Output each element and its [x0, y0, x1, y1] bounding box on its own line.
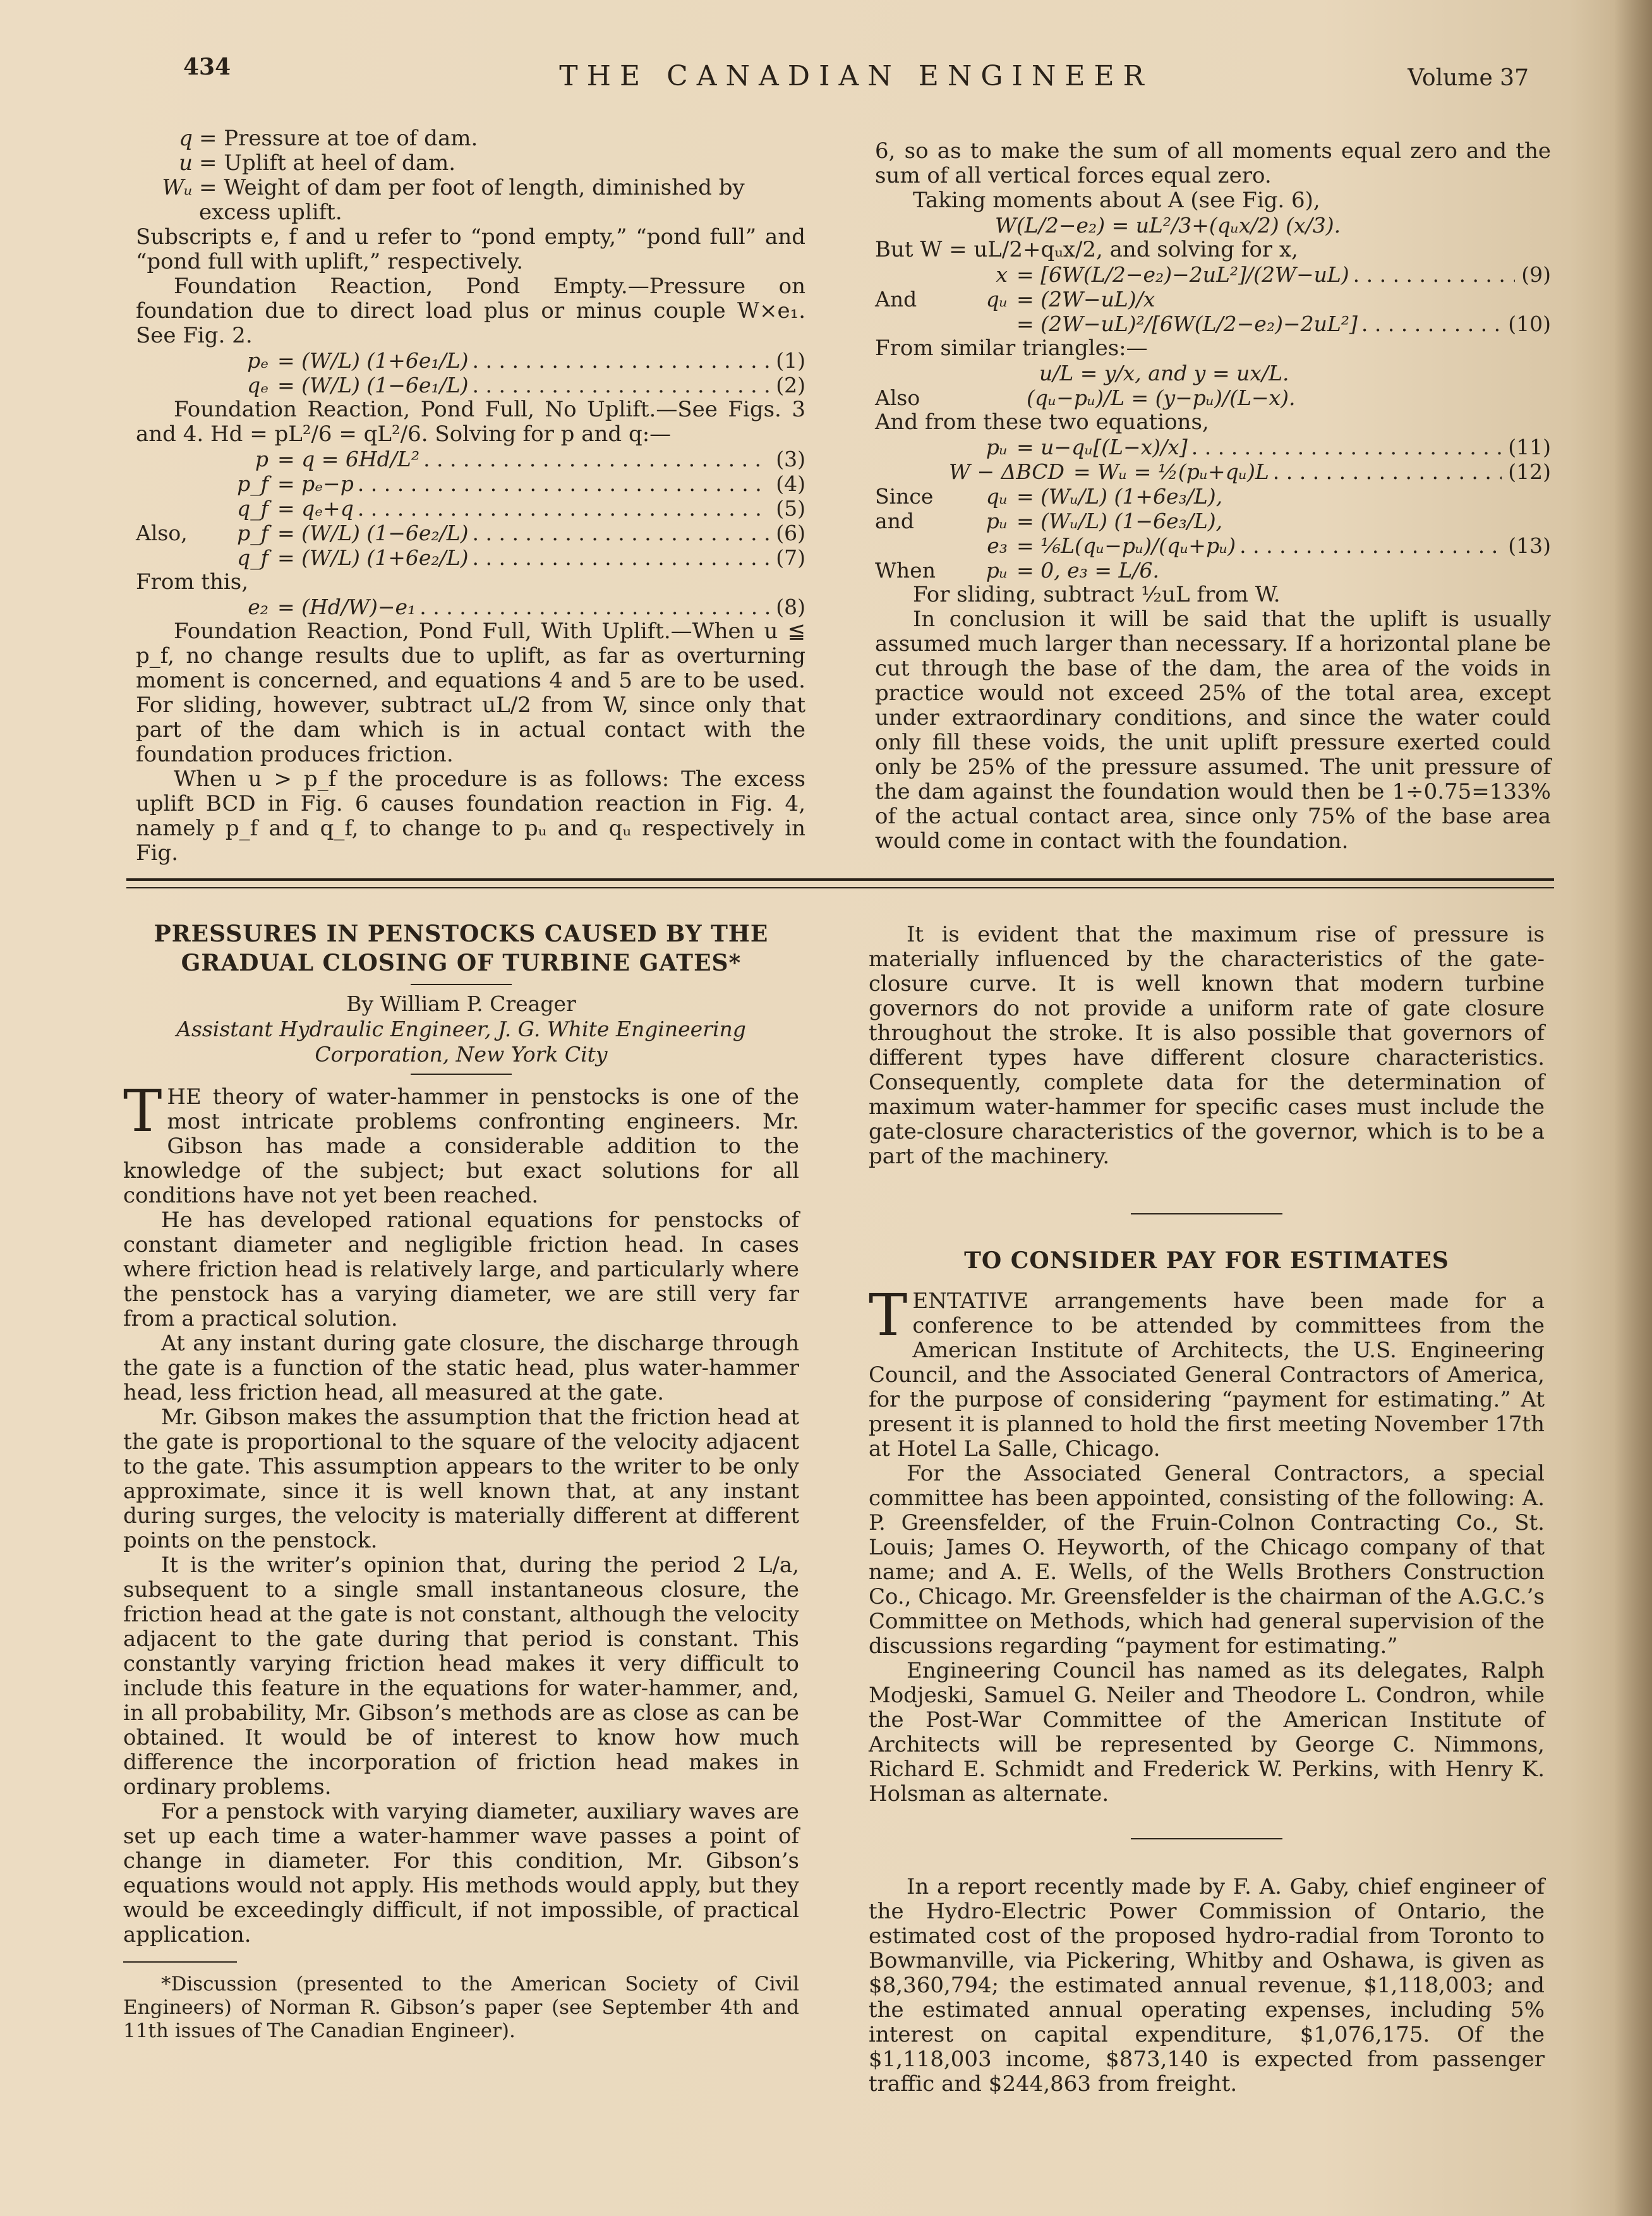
lower-right-column	[869, 923, 1545, 2097]
equation-rhs: = (W/L) (1+6e₁/L)	[277, 348, 469, 373]
byline-rule	[411, 1074, 512, 1075]
equation-lhs: p_f	[237, 521, 268, 545]
paragraph: 6, so as to make the sum of all moments equal zero and the sum of all vertical forces equal zero.	[875, 138, 1551, 188]
equation-lhs: q_f	[237, 545, 268, 570]
equation-number: (1)	[776, 348, 805, 373]
equation-rhs: = [6W(L/2−e₂)−2uL²]/(2W−uL)	[1016, 262, 1349, 287]
running-header	[183, 54, 1529, 98]
article-title: TO CONSIDER PAY FOR ESTIMATES	[964, 1247, 1449, 1274]
equation-1	[136, 348, 805, 373]
equation-rhs: = Wᵤ = ½(pᵤ+qᵤ)L	[1073, 459, 1269, 484]
article-title-line: PRESSURES IN PENSTOCKS CAUSED BY THE	[154, 921, 769, 947]
paragraph: At any instant during gate closure, the discharge through the gate is a function of the static head, plus water-hammer head, less friction head, all measured at the gate.	[123, 1331, 799, 1405]
definition-text: = Uplift at heel of dam.	[199, 150, 456, 176]
equation-rhs: = (Hd/W)−e₁	[277, 595, 416, 619]
equation-lhs: W − ΔBCD	[949, 459, 1064, 484]
drop-cap: T	[123, 1077, 162, 1145]
title-rule	[411, 984, 512, 985]
article-penstocks	[123, 919, 799, 2043]
equation-11	[875, 435, 1551, 459]
equation-number: (7)	[776, 545, 805, 570]
definition-row	[136, 151, 805, 176]
paragraph: From this,	[136, 569, 249, 595]
paragraph: Engineering Council has named as its delegates, Ralph Modjeski, Samuel G. Neiler and Theodore L. Condron, while the Post-War Committee of the American Institute of Architects will be represented by George C. Nimmons, Richard E. Schmidt and Frederick W. Perkins, with Henry K. Holsman as alternate.	[869, 1658, 1545, 1807]
equation-number: (8)	[776, 595, 805, 619]
paragraph: It is evident that the maximum rise of pressure is materially influenced by the characteristics of the gate-closure curve. It is well known that modern turbine governors do not provide a uniform rate of gate closure throughout the stroke. It is also possible that governors of different types have different closure characteristics. Consequently, complete data for the determination of maximum water-hammer for specific cases must include the gate-closure characteristics of the governor, which is to be a part of the machinery.	[869, 922, 1545, 1169]
top-right-column	[875, 139, 1551, 854]
equation-12	[875, 459, 1551, 484]
affiliation-line: Corporation, New York City	[315, 1042, 608, 1067]
equation-also	[875, 385, 1551, 410]
equation-prefix: and	[875, 509, 915, 533]
paragraph-text: HE theory of water-hammer in penstocks is one of the most intricate problems confronting engineers. Mr. Gibson has made a considerable addition to the knowledge of the subject; but exact solutions for all conditions have not yet been reached.	[123, 1084, 799, 1208]
equation-prefix: When	[875, 558, 936, 583]
equation-lhs: e₂	[248, 595, 268, 619]
equation-prefix: Since	[875, 484, 934, 509]
paragraph-text: ENTATIVE arrangements have been made for a conference to be attended by committees from the American Institute of Architects, the U.S. Engineering Council, and the Associated General Contractors of America, for the purpose of considering “payment for estimating.” At present it is planned to hold the first meeting November 17th at Hotel La Salle, Chicago.	[869, 1288, 1545, 1462]
equation-moments: W(L/2−e₂) = uL²/3+(qᵤx/2) (x/3).	[995, 213, 1341, 238]
paragraph: For a penstock with varying diameter, auxiliary waves are set up each time a water-hammer wave passes a point of change in diameter. For this condition, Mr. Gibson’s equations would not apply. His methods would apply, but they would be exceedingly difficult, if not impossible, of practical application.	[123, 1799, 799, 1947]
equation-lhs: x	[996, 262, 1008, 287]
equation-lhs: pᵤ	[986, 558, 1008, 583]
equation-2	[136, 373, 805, 397]
equation-number: (10)	[1508, 312, 1551, 336]
equation-3	[136, 447, 805, 471]
symbol-definitions	[136, 126, 805, 225]
paragraph: Foundation Reaction, Pond Empty.—Pressure on foundation due to direct load plus or minus couple W×e₁. See Fig. 2.	[136, 274, 805, 348]
equation-number: (9)	[1521, 262, 1551, 287]
paragraph: For the Associated General Contractors, a special committee has been appointed, consisting of the following: A. P. Greensfelder, of the Fruin-Colnon Contracting Co., St. Louis; James O. Heyworth, of the Chicago company of that name; and A. E. Wells, of the Wells Brothers Construction Co., Chicago. Mr. Greensfelder is the chairman of the A.G.C.’s Committee on Methods, which had general supervision of the discussions regarding “payment for estimating.”	[869, 1461, 1545, 1659]
equation-lhs: qₑ	[247, 373, 268, 397]
equation-rhs: = (2W−uL)²/[6W(L/2−e₂)−2uL²]	[1016, 312, 1358, 336]
equation-rhs: = ⅙L(qᵤ−pᵤ)/(qᵤ+pᵤ)	[1016, 533, 1236, 558]
equation-rhs: = 0, e₃ = L/6.	[1016, 558, 1160, 583]
equation-10a	[875, 287, 1551, 312]
section-divider	[126, 878, 1554, 888]
equation-9	[875, 262, 1551, 287]
equation-prefix: Also,	[136, 521, 188, 545]
definition-row	[136, 176, 805, 225]
drop-cap: T	[869, 1281, 908, 1349]
definition-text: = Pressure at toe of dam.	[199, 126, 478, 151]
equation-rhs: = (2W−uL)/x	[1016, 287, 1155, 312]
equation-number: (5)	[776, 496, 805, 521]
equation-rhs: = u−qᵤ[(L−x)/x]	[1016, 435, 1188, 459]
paragraph: Foundation Reaction, Pond Full, With Uplift.—When u ≦ p_f, no change results due to uplift, as far as overturning moment is concerned, and equations 4 and 5 are to be used. For sliding, however, subtract uL/2 from W, since only that part of the dam which is in actual contact with the foundation produces friction.	[136, 619, 805, 767]
equation-7	[136, 545, 805, 570]
equation-8	[136, 595, 805, 619]
article-separator	[1131, 1838, 1282, 1839]
definition-symbol: Wᵤ	[162, 175, 193, 200]
equation-number: (12)	[1508, 459, 1551, 484]
journal-title: THE CANADIAN ENGINEER	[559, 60, 1153, 92]
equation-rhs: = (W/L) (1−6e₁/L)	[277, 373, 469, 397]
equation-when	[875, 558, 1551, 583]
paragraph: For sliding, subtract ½uL from W.	[913, 582, 1281, 607]
paragraph: But W = uL/2+qᵤx/2, and solving for x,	[875, 237, 1298, 262]
equation-lhs: pₑ	[247, 348, 268, 373]
equation-lhs: e₃	[987, 533, 1008, 558]
equation-similar-triangles: u/L = y/x, and y = ux/L.	[1039, 361, 1289, 385]
equation-lhs: p	[255, 447, 268, 471]
paragraph: In conclusion it will be said that the uplift is usually assumed much larger than necessary. If a horizontal plane be cut through the base of the dam, the area of the voids in practice would not exceed 25% of the total area, except under extraordinary conditions, and since the water could only fill these voids, the unit uplift pressure exerted could only be 25% of the pressure assumed. The unit pressure of the dam against the foundation would then be 1÷0.75=133% of the actual contact area, since only 75% of the base area would come in contact with the foundation.	[875, 607, 1551, 854]
equation-lhs: pᵤ	[986, 435, 1008, 459]
equation-rhs: = q = 6Hd/L²	[277, 447, 420, 471]
equation-rhs: = (W/L) (1+6e₂/L)	[277, 545, 469, 570]
equation-6	[136, 521, 805, 545]
equation-lhs: qᵤ	[986, 287, 1008, 312]
definition-symbol: q	[179, 126, 193, 151]
page-number: 434	[183, 54, 231, 80]
equation-rhs: = (W/L) (1−6e₂/L)	[277, 521, 469, 545]
definition-row	[136, 126, 805, 151]
paragraph: In a report recently made by F. A. Gaby, chief engineer of the Hydro-Electric Power Commission of Ontario, the estimated cost of the proposed hydro-radial from Toronto to Bowmanville, via Pickering, Whitby and Oshawa, is given as $8,360,794; the estimated annual revenue, $1,118,003; and the estimated annual operating expenses, including 5% interest on capital expenditure, $1,076,175. Of the $1,118,003 income, $873,140 is expected from passenger traffic and $244,863 from freight.	[869, 1874, 1545, 2097]
paragraph: Mr. Gibson makes the assumption that the friction head at the gate is proportional to the square of the velocity adjacent to the gate. This assumption appears to the writer to be only approximate, since it is well known that, at any instant during surges, the velocity is materially different at different points on the penstock.	[123, 1405, 799, 1553]
article-title-line: GRADUAL CLOSING OF TURBINE GATES*	[181, 950, 742, 976]
equation-rhs: = (Wᵤ/L) (1+6e₃/L),	[1016, 484, 1223, 509]
paragraph: It is the writer’s opinion that, during the period 2 L/a, subsequent to a single small instantaneous closure, the friction head at the gate is not constant, although the velocity adjacent to the gate during that period is constant. This constantly varying friction head makes it very difficult to include this feature in the equations for water-hammer, and, in all probability, Mr. Gibson’s methods are as close as can be obtained. It would be of interest to know how much difference the incorporation of friction head makes in ordinary problems.	[123, 1553, 799, 1800]
paragraph: From similar triangles:—	[875, 336, 1148, 361]
equation-5	[136, 496, 805, 521]
equation-number: (13)	[1508, 533, 1551, 558]
paragraph: When u > p_f the procedure is as follows: The excess uplift BCD in Fig. 6 causes foundation reaction in Fig. 4, namely p_f and q_f, to change to pᵤ and qᵤ respectively in Fig.	[136, 766, 805, 866]
equation-number: (11)	[1508, 435, 1551, 459]
equation-and	[875, 509, 1551, 533]
byline: By William P. Creager	[346, 991, 576, 1016]
equation-prefix: Also	[875, 385, 920, 410]
footnote: *Discussion (presented to the American Society of Civil Engineers) of Norman R. Gibson’s paper (see September 4th and 11th issues of The Canadian Engineer).	[123, 1973, 799, 2042]
footnote-rule	[123, 1961, 237, 1963]
affiliation-line: Assistant Hydraulic Engineer, J. G. White Engineering	[176, 1017, 746, 1041]
equation-rhs: = (Wᵤ/L) (1−6e₃/L),	[1016, 509, 1223, 533]
equation-10b	[875, 312, 1551, 336]
equation-rhs: (qᵤ−pᵤ)/L = (y−pᵤ)/(L−x).	[1027, 385, 1296, 410]
book-spine-shadow	[1614, 0, 1652, 2216]
volume-label: Volume 37	[1408, 65, 1529, 91]
equation-lhs: p_f	[237, 471, 268, 496]
equation-number: (4)	[776, 471, 805, 496]
definition-symbol: u	[179, 150, 193, 176]
equation-lhs: q_f	[237, 496, 268, 521]
paragraph	[869, 1281, 1545, 1462]
equation-rhs: = qₑ+q	[277, 496, 354, 521]
equation-lhs: pᵤ	[986, 509, 1008, 533]
equation-13	[875, 533, 1551, 558]
paragraph: Subscripts e, f and u refer to “pond empty,” “pond full” and “pond full with uplift,” respectively.	[136, 224, 805, 274]
paragraph: Taking moments about A (see Fig. 6),	[913, 188, 1320, 213]
definition-text: = Weight of dam per foot of length, diminished by excess uplift.	[199, 175, 745, 225]
equation-since	[875, 484, 1551, 509]
top-left-column	[136, 126, 805, 866]
equation-rhs: = pₑ−p	[277, 471, 354, 496]
equation-lhs: qᵤ	[986, 484, 1008, 509]
paragraph: Foundation Reaction, Pond Full, No Uplift.—See Figs. 3 and 4. Hd = pL²/6 = qL²/6. Solving for p and q:—	[136, 397, 805, 447]
equation-4	[136, 471, 805, 496]
equation-number: (6)	[776, 521, 805, 545]
paragraph	[123, 1077, 799, 1208]
equation-prefix: And	[875, 287, 917, 312]
equation-number: (3)	[776, 447, 805, 471]
equation-number: (2)	[776, 373, 805, 397]
article-separator	[1131, 1213, 1282, 1214]
paragraph: He has developed rational equations for penstocks of constant diameter and negligible friction head. In cases where friction head is relatively large, and particularly where the penstock has a varying diameter, we are still very far from a practical solution.	[123, 1208, 799, 1331]
paragraph: And from these two equations,	[875, 409, 1209, 435]
